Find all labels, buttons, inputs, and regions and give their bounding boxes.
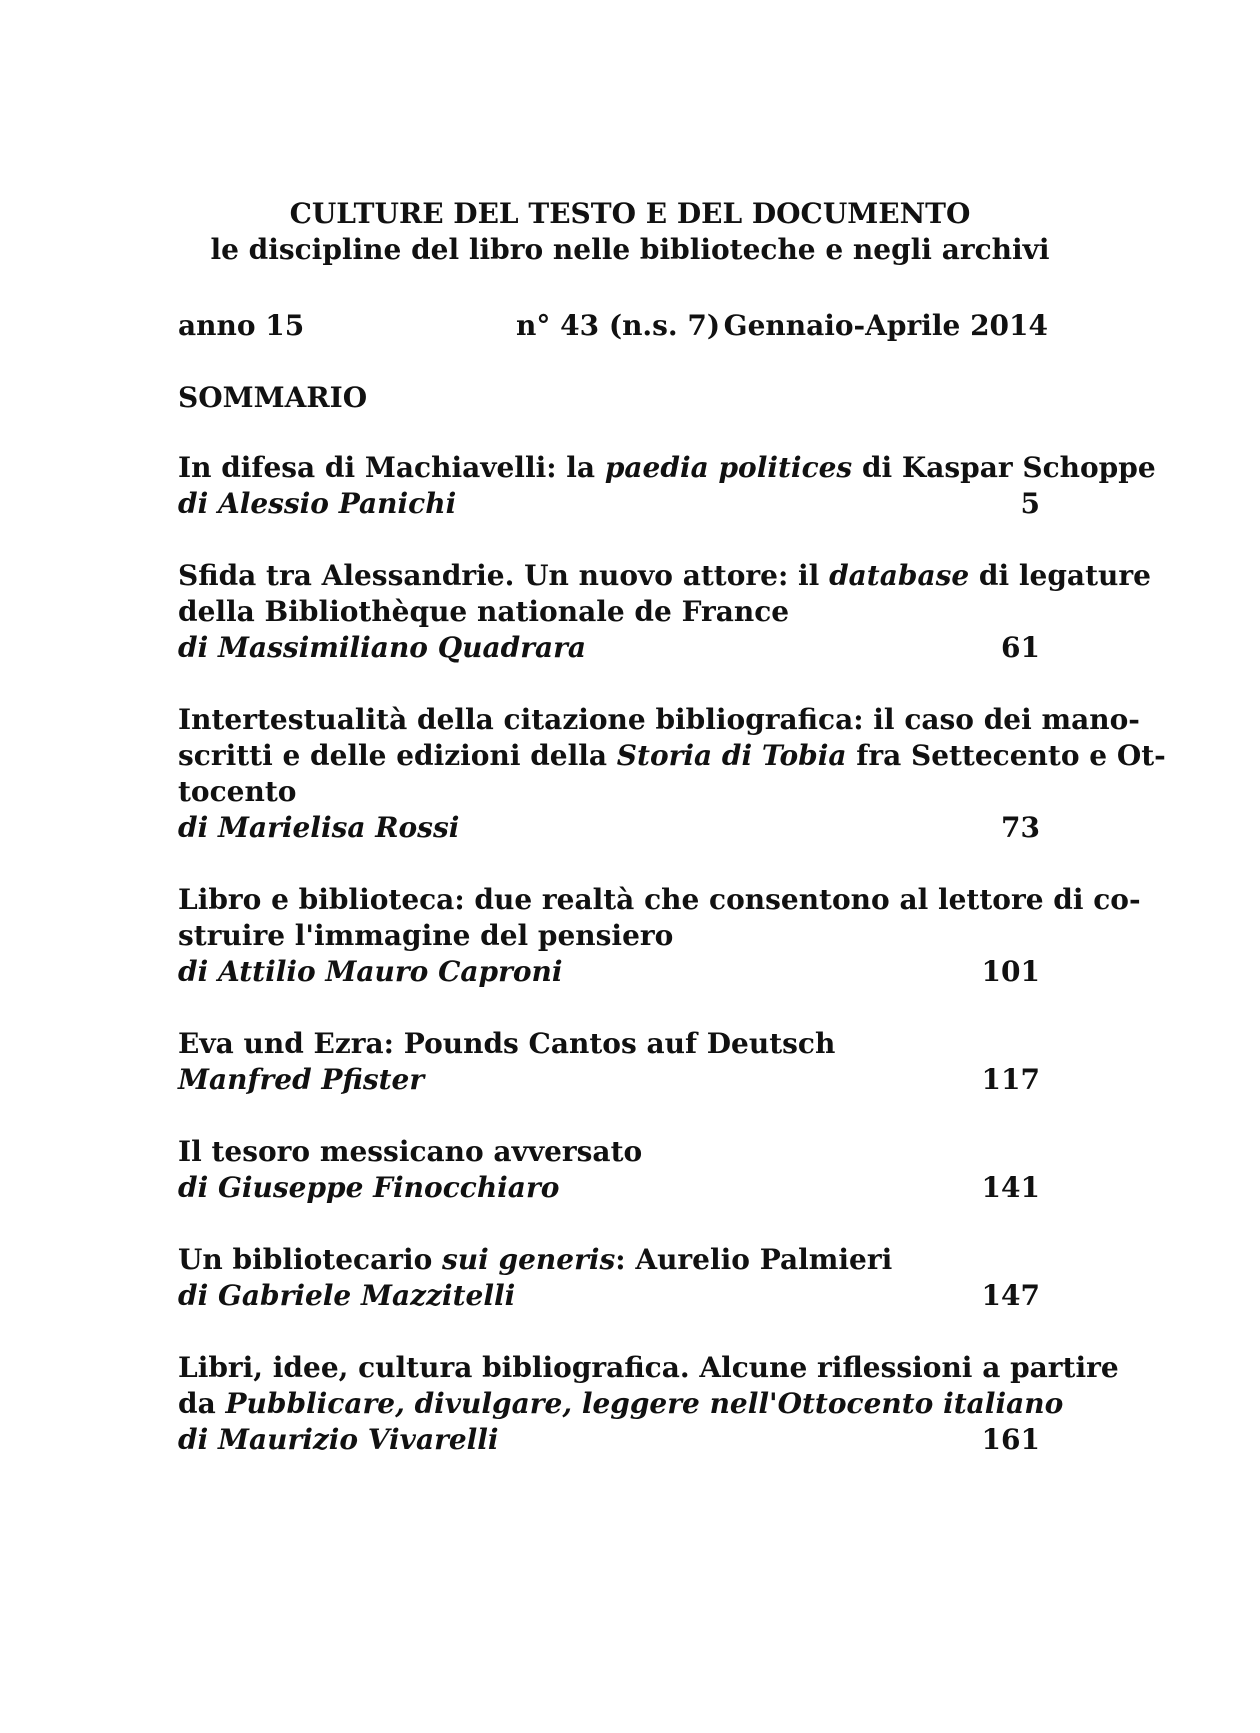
toc-entry xyxy=(178,882,1141,990)
entry-page-number: 5 xyxy=(1020,487,1040,520)
entry-title-line xyxy=(178,774,1048,810)
entry-page-number: 101 xyxy=(981,955,1040,988)
entry-title-line xyxy=(178,882,1141,918)
issue-number: n° 43 (n.s. 7) xyxy=(516,309,721,342)
issue-info xyxy=(178,308,1048,348)
entry-title-text: fra Settecento e Ot- xyxy=(846,739,1166,772)
entry-author: di Alessio Panichi xyxy=(178,487,457,520)
toc-entry xyxy=(178,1350,1119,1458)
journal-subtitle: le discipline del libro nelle biblioteche e negli archivi xyxy=(210,233,1050,266)
journal-header xyxy=(0,196,1260,268)
entry-title-line xyxy=(178,558,1151,594)
entry-author: di Gabriele Mazzitelli xyxy=(178,1279,516,1312)
entry-author-line xyxy=(178,954,1048,990)
toc-entry xyxy=(178,1026,1048,1098)
entry-title-text: Libro e biblioteca: due realtà che consentono al lettore di co- xyxy=(178,883,1141,916)
entry-title-text: Eva und Ezra: Pounds Cantos auf Deutsch xyxy=(178,1027,836,1060)
entry-title-line xyxy=(178,1242,1048,1278)
entry-title-line xyxy=(178,702,1140,738)
entry-title-line xyxy=(178,1134,1048,1170)
entry-author: Manfred Pfister xyxy=(178,1063,425,1096)
entry-title-line xyxy=(178,1386,1064,1422)
entry-author-line xyxy=(178,810,1048,846)
toc-entry xyxy=(178,1134,1048,1206)
toc-entry xyxy=(178,558,1151,666)
entry-title-line xyxy=(178,738,1166,774)
entry-author: di Marielisa Rossi xyxy=(178,811,460,844)
entry-title-line xyxy=(178,1026,1048,1062)
entry-title-italic: Storia di Tobia xyxy=(616,739,847,772)
entry-title-text: tocento xyxy=(178,775,297,808)
toc-entry xyxy=(178,702,1166,846)
entry-title-line xyxy=(178,1350,1119,1386)
entry-author: di Massimiliano Quadrara xyxy=(178,631,586,664)
entry-author-line xyxy=(178,630,1048,666)
entry-title-text: : Aurelio Palmieri xyxy=(615,1243,893,1276)
entry-author: di Attilio Mauro Caproni xyxy=(178,955,563,988)
entry-title-italic: database xyxy=(829,559,970,592)
entry-author-line xyxy=(178,1062,1048,1098)
entry-title-text: scritti e delle edizioni della xyxy=(178,739,617,772)
entry-page-number: 147 xyxy=(981,1279,1040,1312)
entry-title-text: della Bibliothèque nationale de France xyxy=(178,595,790,628)
entry-title-italic: sui generis xyxy=(442,1243,616,1276)
issue-period: Gennaio-Aprile 2014 xyxy=(723,309,1048,342)
entry-author-line xyxy=(178,486,1048,522)
entry-author-line xyxy=(178,1422,1048,1458)
entry-page-number: 73 xyxy=(1001,811,1040,844)
toc-list xyxy=(178,450,1166,1494)
entry-page-number: 117 xyxy=(981,1063,1040,1096)
sommario-heading: SOMMARIO xyxy=(178,381,368,414)
entry-title-text: Sfida tra Alessandrie. Un nuovo attore: il xyxy=(178,559,830,592)
entry-title-italic: Pubblicare, divulgare, leggere nell'Ottocento italiano xyxy=(225,1387,1064,1420)
entry-author: di Giuseppe Finocchiaro xyxy=(178,1171,560,1204)
entry-title-text: Intertestualità della citazione bibliografica: il caso dei mano- xyxy=(178,703,1140,736)
entry-title-text: di Kaspar Schoppe xyxy=(852,451,1156,484)
entry-title-line xyxy=(178,594,1048,630)
entry-page-number: 141 xyxy=(981,1171,1040,1204)
entry-title-text: da xyxy=(178,1387,226,1420)
entry-title-text: Un bibliotecario xyxy=(178,1243,443,1276)
entry-page-number: 161 xyxy=(981,1423,1040,1456)
journal-title: CULTURE DEL TESTO E DEL DOCUMENTO xyxy=(289,197,971,230)
entry-page-number: 61 xyxy=(1001,631,1040,664)
entry-title-text: struire l'immagine del pensiero xyxy=(178,919,674,952)
entry-title-text: Libri, idee, cultura bibliografica. Alcune riflessioni a partire xyxy=(178,1351,1119,1384)
issue-year: anno 15 xyxy=(178,309,305,342)
entry-author: di Maurizio Vivarelli xyxy=(178,1423,499,1456)
entry-title-italic: paedia politices xyxy=(604,451,853,484)
entry-title-line xyxy=(178,450,1156,486)
entry-title-text: Il tesoro messicano avversato xyxy=(178,1135,643,1168)
entry-title-line xyxy=(178,918,1048,954)
entry-author-line xyxy=(178,1278,1048,1314)
toc-entry xyxy=(178,450,1156,522)
entry-title-text: di legature xyxy=(969,559,1151,592)
entry-title-text: In difesa di Machiavelli: la xyxy=(178,451,605,484)
entry-author-line xyxy=(178,1170,1048,1206)
toc-entry xyxy=(178,1242,1048,1314)
